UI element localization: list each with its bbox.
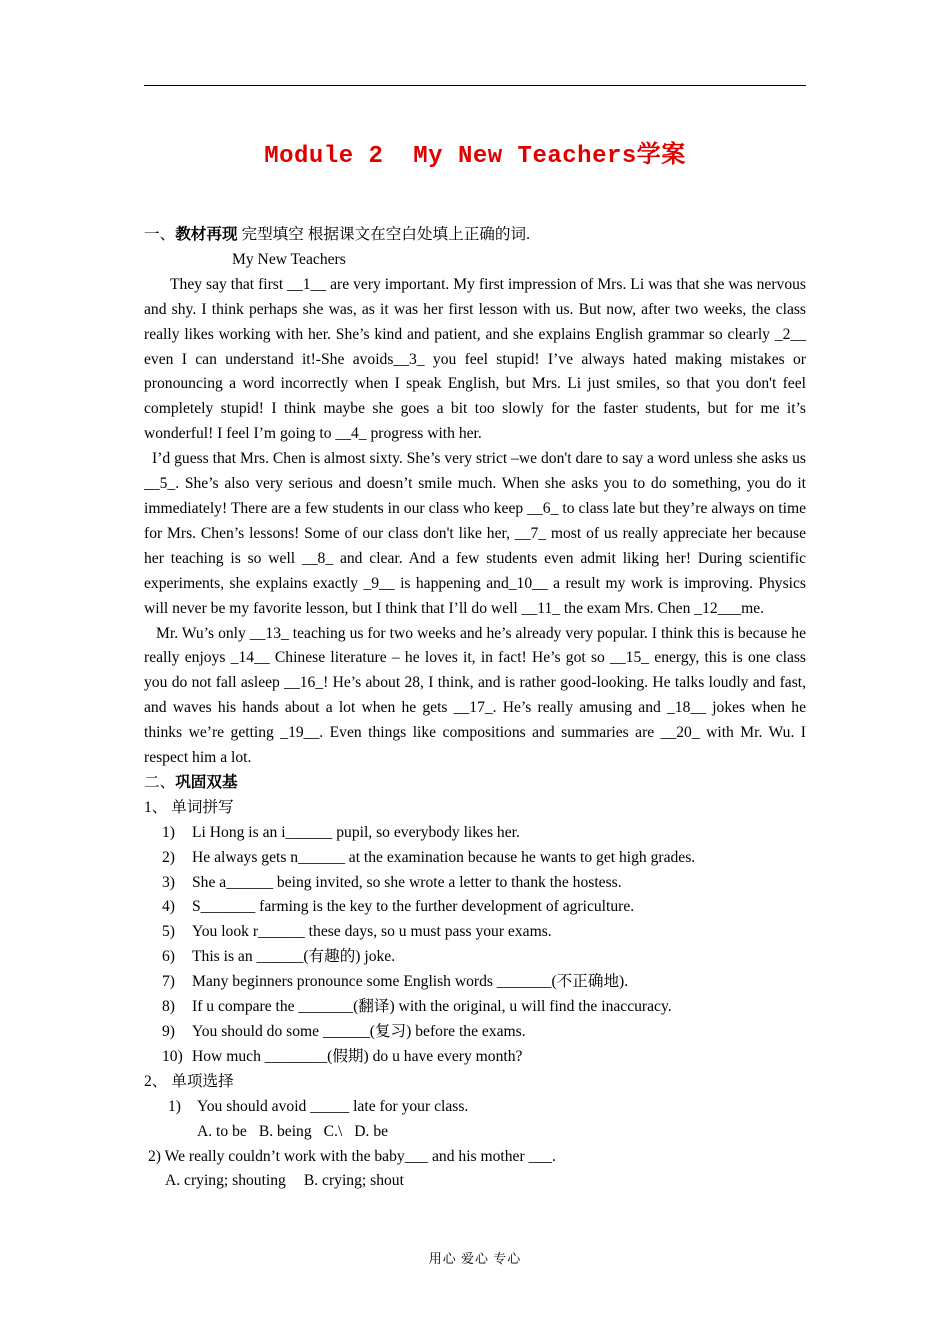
section-1-heading: 一、教材再现 完型填空 根据课文在空白处填上正确的词. [144, 226, 530, 243]
section-2-label: 巩固双基 [175, 773, 238, 791]
section-1-instruction: 完型填空 根据课文在空白处填上正确的词. [237, 226, 530, 243]
passage-paragraph-3: Mr. Wu’s only __13_ teaching us for two weeks and he’s already very popular. I think this is because he really enjoys _14__ Chinese literature – he loves it, in fact! He’s got so __15_ energy, this is one class you do not fall asleep __16_! He’s about 28, I think, and is rather good-looking. He talks loudly and fast, and waves his hands about a lot when he gets __17_. He’s really amusing and _18__ jokes when he thinks we’re getting _19__. Even things like compositions and summaries are __20_ with Mr. Wu. I respect him a lot. [144, 624, 806, 767]
spelling-title: 1、 单词拼写 [144, 798, 234, 816]
multiple-choice-title: 2、 单项选择 [144, 1072, 234, 1090]
list-item: 7) Many beginners pronounce some English words _______(不正确地). [162, 973, 629, 991]
spelling-list [144, 821, 806, 1070]
list-item: 5) You look r______ these days, so u must pass your exams. [162, 923, 552, 941]
question-2-options: A. crying; shouting B. crying; shout [165, 1172, 404, 1190]
worksheet-body [144, 223, 806, 1194]
passage-title: My New Teachers [232, 250, 346, 268]
list-item: 2) He always gets n______ at the examination because he wants to get high grades. [162, 848, 696, 866]
list-item: 1) Li Hong is an i______ pupil, so everybody likes her. [162, 823, 520, 841]
question-1: 1) You should avoid _____ late for your class. [168, 1097, 469, 1115]
list-item: 9) You should do some ______(复习) before the exams. [162, 1023, 526, 1040]
question-1-options: A. to be B. being C.\ D. be [197, 1122, 389, 1140]
list-item: 4) S_______ farming is the key to the further development of agriculture. [162, 898, 635, 916]
list-item: 3) She a______ being invited, so she wrote a letter to thank the hostess. [162, 873, 622, 891]
list-item: 10) How much ________(假期) do u have every month? [162, 1047, 523, 1065]
page-footer: 用心 爱心 专心 [428, 1251, 522, 1266]
list-item: 6) This is an ______(有趣的) joke. [162, 948, 396, 966]
section-2-heading: 二、巩固双基 [144, 773, 238, 791]
list-item: 8) If u compare the _______(翻译) with the original, u will find the inaccuracy. [162, 998, 672, 1016]
passage-paragraph-2: I’d guess that Mrs. Chen is almost sixty. She’s very strict –we don't dare to say a word unless she asks us __5_. She’s also very serious and doesn’t smile much. When she asks you to do something, you do it immediately! There are a few students in our class who keep __6_ to class late but they’re always on time for Mrs. Chen’s lessons! Some of our class don't like her, __7_ most of us really appreciate her because her teaching is so well __8_ and clear. And a few students even admit liking her! During scientific experiments, she explains exactly _9__ is happening and_10__ a result my work is improving. Physics will never be my favorite lesson, but I think that I’ll do well __11_ the exam Mrs. Chen _12___me. [144, 450, 806, 617]
section-1-label: 教材再现 [175, 226, 238, 243]
passage-paragraph-1: They say that first __1__ are very important. My first impression of Mrs. Li was that she was nervous and shy. I think perhaps she was, as it was her first lesson with us. But now, after two weeks, the class really likes working with her. She’s kind and patient, and she explains English grammar so clearly _2__ even I can understand it!-She avoids__3_ you feel stupid! I’ve always hated making mistakes or pronouncing a word incorrectly when I speak English, but Mrs. Li just smiles, so that you don't feel completely stupid! I think maybe she goes a bit too slowly for the faster students, but for me it’s wonderful! I feel I’m going to __4_ progress with her. [144, 275, 806, 443]
question-2: 2) We really couldn’t work with the baby___ and his mother ___. [148, 1147, 556, 1165]
top-rule [144, 85, 806, 86]
page-title: Module 2 My New Teachers学案 [264, 143, 686, 170]
